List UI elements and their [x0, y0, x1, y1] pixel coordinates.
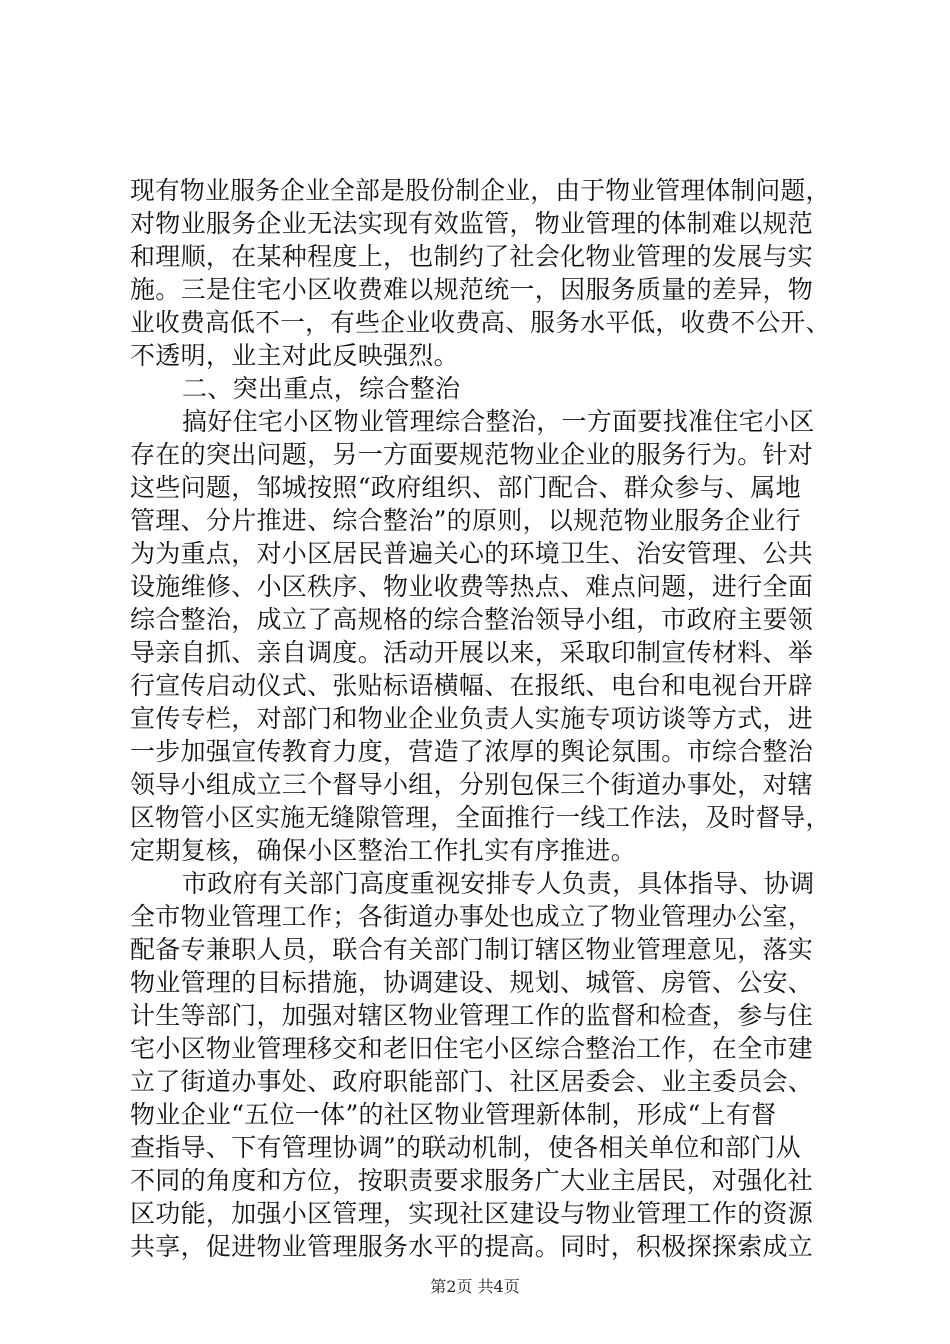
text-line: 计生等部门，加强对辖区物业管理工作的监督和检查，参与住 [130, 1001, 814, 1030]
text-line: 定期复核，确保小区整治工作扎实有序推进。 [130, 836, 637, 865]
text-line: 现有物业服务企业全部是股份制企业，由于物业管理体制问题， [130, 176, 831, 205]
text-line: 宣传专栏，对部门和物业企业负责人实施专项访谈等方式，进 [130, 704, 814, 733]
text-line: 配备专兼职人员，联合有关部门制订辖区物业管理意见，落实 [130, 935, 814, 964]
page-footer: 第2页 共4页 [430, 1277, 520, 1296]
text-line: 立了街道办事处、政府职能部门、社区居委会、业主委员会、 [130, 1067, 814, 1096]
text-line: 设施维修、小区秩序、物业收费等热点、难点问题，进行全面 [130, 572, 814, 601]
text-line: 宅小区物业管理移交和老旧住宅小区综合整治工作，在全市建 [130, 1034, 814, 1063]
text-line: 不同的角度和方位，按职责要求服务广大业主居民，对强化社 [130, 1166, 814, 1195]
text-line: 领导小组成立三个督导小组，分别包保三个街道办事处，对辖 [130, 770, 814, 799]
text-line: 导亲自抓、亲自调度。活动开展以来，采取印制宣传材料、举 [130, 638, 814, 667]
text-line: 综合整治，成立了高规格的综合整治领导小组，市政府主要领 [130, 605, 814, 634]
text-line: 查指导、下有管理协调”的联动机制，使各相关单位和部门从 [130, 1133, 801, 1162]
text-line: 物业企业“五位一体”的社区物业管理新体制，形成“上有督 [130, 1100, 777, 1129]
text-line: 和理顺，在某种程度上，也制约了社会化物业管理的发展与实 [130, 242, 814, 271]
text-line: 行宣传启动仪式、张贴标语横幅、在报纸、电台和电视台开辟 [130, 671, 814, 700]
text-line: 搞好住宅小区物业管理综合整治，一方面要找准住宅小区 [182, 407, 815, 436]
text-line: 业收费高低不一，有些企业收费高、服务水平低，收费不公开、 [130, 308, 831, 337]
text-line: 二、突出重点，综合整治 [182, 374, 461, 403]
text-line: 为为重点，对小区居民普遍关心的环境卫生、治安管理、公共 [130, 539, 814, 568]
text-line: 市政府有关部门高度重视安排专人负责，具体指导、协调 [182, 869, 815, 898]
text-line: 对物业服务企业无法实现有效监管，物业管理的体制难以规范 [130, 209, 814, 238]
text-line: 这些问题，邹城按照“政府组织、部门配合、群众参与、属地 [130, 473, 801, 502]
text-line: 一步加强宣传教育力度，营造了浓厚的舆论氛围。市综合整治 [130, 737, 814, 766]
text-line: 全市物业管理工作；各街道办事处也成立了物业管理办公室， [130, 902, 814, 931]
text-line: 物业管理的目标措施，协调建设、规划、城管、房管、公安、 [130, 968, 814, 997]
text-line: 管理、分片推进、综合整治”的原则，以规范物业服务企业行 [130, 506, 801, 535]
document-body [130, 174, 830, 1263]
text-line: 共享，促进物业管理服务水平的提高。同时，积极探探索成立 [130, 1232, 814, 1261]
text-line: 存在的突出问题，另一方面要规范物业企业的服务行为。针对 [130, 440, 814, 469]
text-line: 施。三是住宅小区收费难以规范统一，因服务质量的差异，物 [130, 275, 814, 304]
text-line: 不透明，业主对此反映强烈。 [130, 341, 459, 370]
text-line: 区功能，加强小区管理，实现社区建设与物业管理工作的资源 [130, 1199, 814, 1228]
text-line: 区物管小区实施无缝隙管理，全面推行一线工作法，及时督导， [130, 803, 831, 832]
